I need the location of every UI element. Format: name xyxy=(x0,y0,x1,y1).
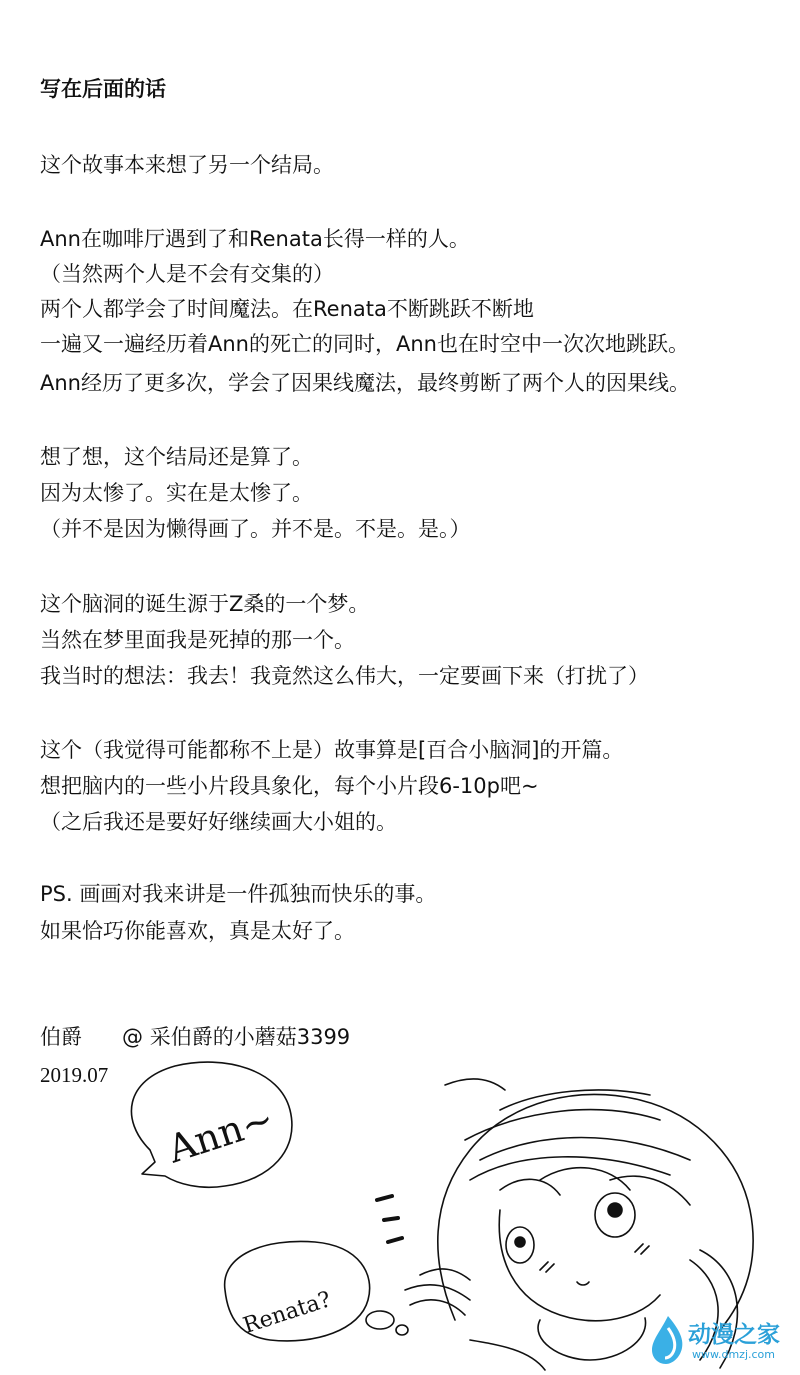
face-outline xyxy=(499,1210,660,1321)
watermark-name: 动漫之家 xyxy=(688,1322,780,1348)
site-watermark xyxy=(644,1312,800,1372)
text-line: （并不是因为懒得画了。并不是。不是。是。） xyxy=(40,517,471,541)
collar xyxy=(538,1318,646,1360)
text-line: Ann经历了更多次，学会了因果线魔法，最终剪断了两个人的因果线。 xyxy=(40,371,690,395)
thought-dot xyxy=(366,1311,394,1329)
text-line: （之后我还是要好好继续画大小姐的。 xyxy=(40,810,397,834)
thought-dot xyxy=(396,1325,408,1335)
surprise-mark xyxy=(384,1218,398,1220)
bubble-ann-text: Ann~ xyxy=(162,1096,280,1172)
text-line: 当然在梦里面我是死掉的那一个。 xyxy=(40,628,355,652)
text-line: 我当时的想法：我去！我竟然这么伟大，一定要画下来（打扰了） xyxy=(40,664,649,688)
text-line: 如果恰巧你能喜欢，真是太好了。 xyxy=(40,919,355,943)
text-line: Ann在咖啡厅遇到了和Renata长得一样的人。 xyxy=(40,227,470,251)
surprise-mark xyxy=(377,1196,392,1200)
text-line: 一遍又一遍经历着Ann的死亡的同时，Ann也在时空中一次次地跳跃。 xyxy=(40,332,689,356)
text-line: 想了想，这个结局还是算了。 xyxy=(40,445,313,469)
dmzj-logo-icon xyxy=(648,1314,688,1366)
text-line: PS. 画画对我来讲是一件孤独而快乐的事。 xyxy=(40,882,437,906)
text-line: 两个人都学会了时间魔法。在Renata不断跳跃不断地 xyxy=(40,297,534,321)
surprise-mark xyxy=(388,1238,402,1242)
watermark-url: www.dmzj.com xyxy=(692,1348,775,1361)
text-line: 这个（我觉得可能都称不上是）故事算是[百合小脑洞]的开篇。 xyxy=(40,738,624,762)
text-line: 想把脑内的一些小片段具象化，每个小片段6-10p吧~ xyxy=(40,774,539,798)
text-line: 这个脑洞的诞生源于Z桑的一个梦。 xyxy=(40,592,370,616)
text-line: 因为太惨了。实在是太惨了。 xyxy=(40,481,313,505)
mouth xyxy=(577,1282,589,1285)
bubble-renata-text: Renata? xyxy=(240,1287,335,1339)
signature: 伯爵 @ 采伯爵的小蘑菇3399 xyxy=(40,1025,351,1049)
afterword-title: 写在后面的话 xyxy=(40,77,166,101)
text-line: （当然两个人是不会有交集的） xyxy=(40,262,334,286)
text-line: 这个故事本来想了另一个结局。 xyxy=(40,153,334,177)
date: 2019.07 xyxy=(40,1063,109,1087)
